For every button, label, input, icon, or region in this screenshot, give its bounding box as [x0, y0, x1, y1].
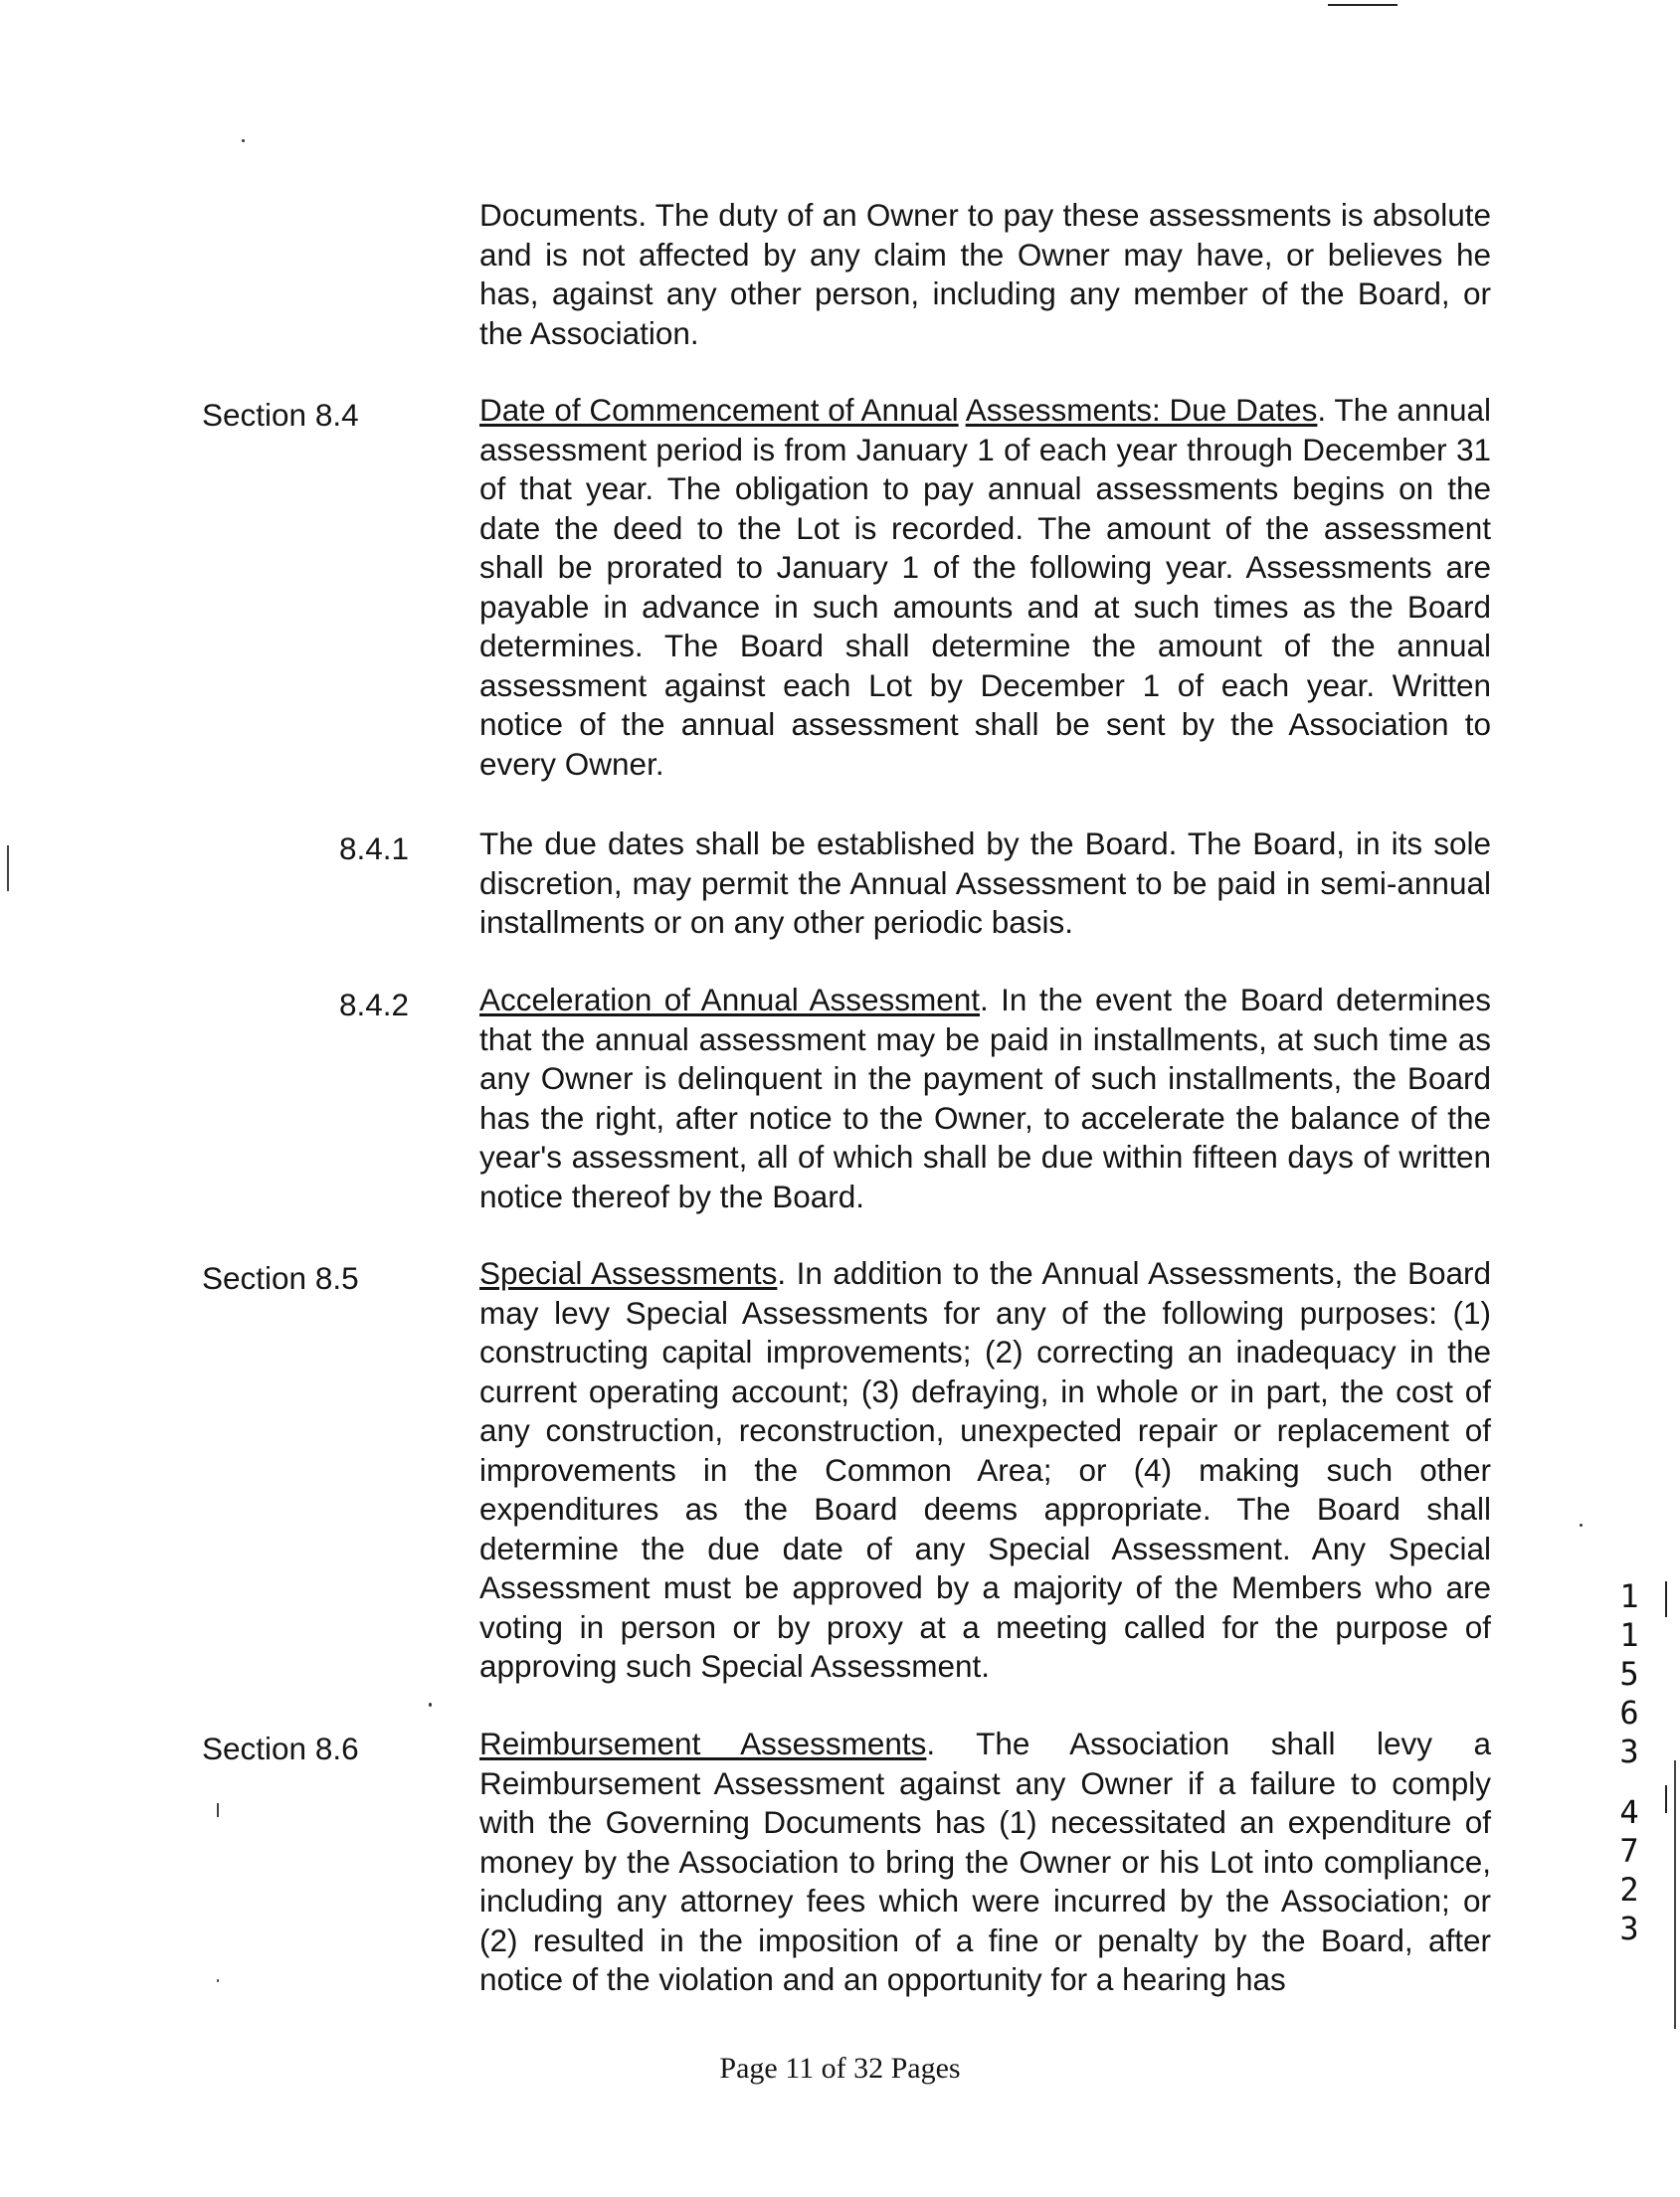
scan-speck: [242, 139, 245, 142]
page-number: Page 11 of 32 Pages: [719, 2052, 961, 2085]
section-8-5-paragraph: [479, 1254, 1491, 1687]
section-8-4-2-title: Acceleration of Annual Assessment: [479, 982, 980, 1017]
stamp-digit: 3: [1619, 1733, 1639, 1770]
top-rule: [1328, 4, 1398, 6]
section-8-4-1-label: 8.4.1: [339, 830, 410, 866]
section-8-6-paragraph: [479, 1725, 1491, 2000]
section-8-4-2-paragraph: [479, 981, 1491, 1216]
scan-mark: [7, 845, 9, 891]
stamp-digit: 1: [1619, 1577, 1639, 1615]
stamp-digit: 7: [1619, 1832, 1639, 1870]
recording-number-stamp: [1611, 1577, 1647, 1948]
stamp-digit: 4: [1619, 1793, 1639, 1831]
section-8-4-title-part1: Date of Commencement of Annual: [479, 392, 959, 428]
continuation-paragraph: [479, 196, 1491, 353]
section-8-4-title-part2: Assessments: Due Dates: [965, 392, 1318, 428]
continuation-text: Documents. The duty of an Owner to pay these assessments is absolute and is not affected by any claim the Owner may have, or believes he has, against any other person, including any member of the Board, or the Association.: [479, 197, 1491, 351]
stamp-digit: 5: [1619, 1655, 1639, 1693]
section-8-4-label: Section 8.4: [202, 397, 359, 433]
stamp-digit: 6: [1619, 1694, 1639, 1732]
section-8-5-body: . In addition to the Annual Assessments, the Board may levy Special Assessments for any of the following purposes: (1) constructing capital improvements; (2) correcting an inadequacy in the current operating account; (3) defraying, in whole or in part, the cost of any construction, reconstruction, unexpected repair or replacement of improvements in the Common Area; or (4) making such other expenditures as the Board deems appropriate. The Board shall determine the due date of any Special Assessment. Any Special Assessment must be approved by a majority of the Members who are voting in person or by proxy at a meeting called for the purpose of approving such Special Assessment.: [479, 1255, 1492, 1684]
section-8-4-body: . The annual assessment period is from January 1 of each year through December 31 of that year. The obligation to pay annual assessments begins on the date the deed to the Lot is recorded. The amount of the assessment shall be prorated to January 1 of the following year. Assessments are payable in advance in such amounts and at such times as the Board determines. The Board shall determine the amount of the annual assessment against each Lot by December 1 of each year. Written notice of the annual assessment shall be sent by the Association to every Owner.: [479, 392, 1492, 782]
section-8-4-1-paragraph: [479, 824, 1491, 943]
section-8-6-body: . The Association shall levy a Reimbursement Assessment against any Owner if a failure to comply with the Governing Documents has (1) necessitated an expenditure of money by the Association to bring the Owner or his Lot into compliance, including any attorney fees which were incurred by the Association; or (2) resulted in the imposition of a fine or penalty by the Board, after notice of the violation and an opportunity for a hearing has: [479, 1726, 1492, 1997]
section-8-4-2-body: . In the event the Board determines that the annual assessment may be paid in installments, at such time as any Owner is delinquent in the payment of such installments, the Board has the right, after notice to the Owner, to accelerate the balance of the year's assessment, all of which shall be due within fifteen days of written notice thereof by the Board.: [479, 982, 1491, 1214]
section-8-5-title: Special Assessments: [479, 1255, 778, 1291]
section-8-5-label: Section 8.5: [202, 1260, 359, 1296]
stamp-digit: 1: [1619, 1616, 1639, 1654]
stamp-gap: [1611, 1771, 1647, 1793]
section-8-6-label: Section 8.6: [202, 1731, 359, 1766]
section-8-4-2-label: 8.4.2: [339, 987, 410, 1022]
stamp-divider: [1665, 1581, 1667, 1617]
section-8-6-title: Reimbursement Assessments: [479, 1726, 927, 1761]
section-8-4-paragraph: [479, 391, 1491, 784]
stamp-divider: [1665, 1785, 1667, 1813]
scan-speck: [1580, 1524, 1583, 1527]
stamp-digit: 2: [1619, 1871, 1639, 1909]
scan-mark: [217, 1803, 219, 1817]
scan-speck: [217, 1979, 219, 1982]
stamp-digit: 3: [1619, 1910, 1639, 1947]
scan-speck: [429, 1703, 432, 1707]
scan-mark: [1674, 1760, 1676, 2029]
section-8-4-1-body: The due dates shall be established by the Board. The Board, in its sole discretion, may permit the Annual Assessment to be paid in semi-annual installments or on any other periodic basis.: [479, 825, 1491, 940]
